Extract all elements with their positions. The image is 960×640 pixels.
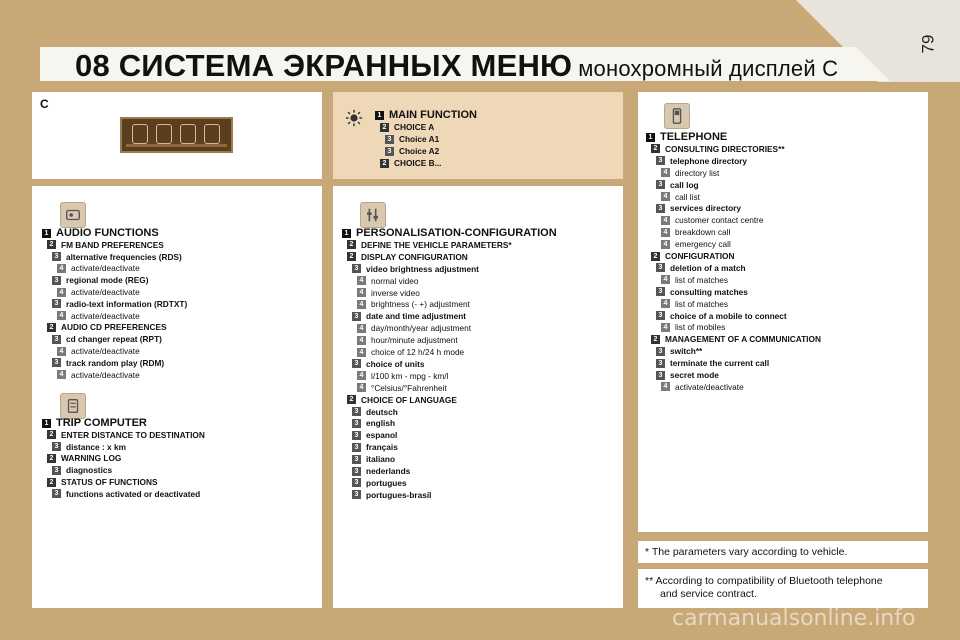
menu-item-level-2 — [380, 122, 434, 132]
menu-item-label: call log — [670, 179, 699, 190]
level-marker: 4 — [357, 276, 366, 285]
menu-item-level-3 — [656, 311, 787, 321]
level-marker: 4 — [357, 383, 366, 392]
menu-item-level-4 — [57, 311, 140, 321]
level-marker: 1 — [646, 133, 655, 142]
page-title — [75, 48, 838, 84]
menu-item-level-4 — [661, 192, 700, 202]
level-marker: 4 — [357, 336, 366, 345]
menu-item-level-3 — [352, 454, 395, 464]
menu-item-label: portugues — [366, 477, 407, 488]
level-marker: 4 — [661, 382, 670, 391]
menu-item-label: CHOICE B... — [394, 158, 442, 168]
menu-item-label: CONFIGURATION — [665, 251, 735, 261]
level-marker: 2 — [47, 323, 56, 332]
footnote-1-mark: * — [645, 546, 650, 558]
level-marker: 3 — [52, 489, 61, 498]
menu-item-level-3 — [52, 334, 162, 344]
telephone-icon — [664, 103, 690, 129]
menu-item-level-3 — [352, 466, 410, 476]
level-marker: 2 — [47, 430, 56, 439]
menu-item-level-3 — [385, 146, 439, 156]
level-marker: 2 — [651, 144, 660, 153]
menu-item-label: ENTER DISTANCE TO DESTINATION — [61, 429, 205, 440]
menu-item-label: list of matches — [675, 274, 729, 285]
menu-item-level-4 — [357, 288, 420, 298]
level-marker: 3 — [352, 419, 361, 428]
menu-item-level-4 — [57, 287, 140, 297]
level-marker: 3 — [352, 455, 361, 464]
menu-item-label: diagnostics — [66, 465, 113, 476]
menu-item-label: activate/deactivate — [71, 369, 140, 380]
level-marker: 3 — [352, 431, 361, 440]
menu-item-label: functions activated or deactivated — [66, 488, 201, 499]
menu-item-level-3 — [52, 275, 149, 285]
level-marker: 3 — [656, 371, 665, 380]
menu-item-label: activate/deactivate — [71, 287, 140, 297]
menu-item-level-3 — [352, 264, 479, 274]
level-marker: 3 — [352, 467, 361, 476]
level-marker: 3 — [52, 276, 61, 285]
menu-item-level-3 — [52, 252, 182, 262]
menu-item-label: secret mode — [670, 370, 719, 380]
menu-item-label: choice of a mobile to connect — [670, 310, 787, 321]
level-marker: 2 — [380, 159, 389, 168]
menu-item-level-3 — [352, 407, 398, 417]
menu-item-label: activate/deactivate — [71, 346, 140, 356]
menu-item-level-2 — [651, 334, 821, 344]
menu-item-level-1 — [646, 132, 727, 142]
menu-item-level-3 — [656, 156, 747, 166]
level-marker: 4 — [57, 264, 66, 273]
menu-item-level-2 — [651, 251, 734, 261]
level-marker: 2 — [651, 335, 660, 344]
menu-item-label: AUDIO CD PREFERENCES — [61, 322, 167, 333]
display-phone-icon — [180, 124, 196, 144]
level-marker: 3 — [385, 147, 394, 156]
display-audio-icon — [132, 124, 148, 144]
menu-item-label: TRIP COMPUTER — [56, 417, 147, 429]
footnote-1-text: The parameters vary according to vehicle. — [651, 546, 848, 558]
menu-item-level-4 — [661, 227, 730, 237]
menu-item-level-4 — [661, 239, 731, 249]
footnote-2-continued: and service contract. — [660, 588, 757, 600]
menu-item-label: PERSONALISATION-CONFIGURATION — [356, 227, 557, 239]
level-marker: 2 — [347, 252, 356, 261]
menu-item-level-4 — [661, 382, 744, 392]
menu-item-level-3 — [352, 359, 425, 369]
menu-item-level-2 — [47, 322, 167, 332]
level-marker: 4 — [661, 323, 670, 332]
level-marker: 1 — [42, 419, 51, 428]
menu-item-level-4 — [661, 168, 719, 178]
menu-item-level-4 — [357, 276, 419, 286]
menu-item-label: cd changer repeat (RPT) — [66, 334, 162, 345]
menu-item-label: FM BAND PREFERENCES — [61, 239, 164, 250]
main-function-icon — [342, 106, 366, 130]
level-marker: 3 — [352, 312, 361, 321]
menu-item-label: breakdown call — [675, 227, 731, 238]
menu-item-level-2 — [651, 144, 785, 154]
level-marker: 3 — [656, 204, 665, 213]
level-marker: 4 — [57, 347, 66, 356]
menu-item-label: customer contact centre — [675, 215, 764, 226]
menu-item-level-1 — [375, 110, 477, 120]
audio-icon — [60, 202, 86, 228]
menu-item-level-4 — [357, 347, 464, 357]
menu-item-level-2 — [347, 252, 468, 262]
level-marker: 2 — [651, 252, 660, 261]
level-marker: 4 — [661, 216, 670, 225]
menu-item-label: switch** — [670, 346, 703, 357]
menu-item-level-3 — [52, 442, 126, 452]
menu-item-level-4 — [357, 299, 470, 309]
menu-item-level-4 — [357, 371, 448, 381]
menu-item-label: activate/deactivate — [675, 381, 744, 392]
level-marker: 4 — [661, 299, 670, 308]
menu-item-label: choice of 12 h/24 h mode — [371, 347, 465, 357]
menu-item-label: deutsch — [366, 406, 398, 417]
level-marker: 3 — [352, 407, 361, 416]
menu-item-label: portugues-brasil — [366, 489, 432, 500]
menu-item-level-2 — [47, 240, 164, 250]
menu-item-level-1 — [342, 228, 557, 238]
menu-item-label: regional mode (REG) — [66, 275, 149, 286]
level-marker: 4 — [57, 311, 66, 320]
level-marker: 2 — [47, 240, 56, 249]
menu-item-label: WARNING LOG — [61, 453, 122, 464]
menu-item-level-3 — [352, 311, 466, 321]
menu-item-label: call list — [675, 191, 700, 202]
menu-item-level-3 — [352, 418, 395, 428]
display-settings-icon — [204, 124, 220, 144]
menu-item-label: italiano — [366, 454, 396, 465]
level-marker: 4 — [57, 370, 66, 379]
level-marker: 3 — [52, 252, 61, 261]
menu-item-level-3 — [352, 430, 397, 440]
level-marker: 4 — [661, 275, 670, 284]
level-marker: 3 — [52, 466, 61, 475]
menu-item-level-4 — [357, 323, 471, 333]
menu-item-level-4 — [661, 299, 728, 309]
menu-item-label: day/month/year adjustment — [371, 323, 472, 334]
menu-item-level-3 — [52, 358, 164, 368]
level-marker: 3 — [656, 287, 665, 296]
menu-item-level-3 — [52, 299, 187, 309]
settings-icon — [360, 202, 386, 228]
menu-item-label: terminate the current call — [670, 358, 770, 369]
level-marker: 4 — [357, 288, 366, 297]
level-marker: 4 — [661, 240, 670, 249]
level-marker: 4 — [661, 192, 670, 201]
menu-item-label: telephone directory — [670, 155, 747, 166]
menu-item-level-3 — [656, 263, 746, 273]
menu-item-label: espanol — [366, 430, 398, 441]
monochrome-display-illustration — [120, 117, 233, 153]
footnote-1 — [645, 546, 847, 559]
menu-item-label: Choice A2 — [399, 146, 440, 156]
level-marker: 4 — [357, 348, 366, 357]
menu-item-label: Choice A1 — [399, 134, 440, 144]
menu-item-label: directory list — [675, 167, 720, 178]
menu-item-label: CHOICE OF LANGUAGE — [361, 394, 457, 405]
menu-item-label: date and time adjustment — [366, 311, 467, 322]
menu-item-level-4 — [661, 215, 764, 225]
menu-item-level-4 — [57, 346, 140, 356]
level-marker: 4 — [661, 228, 670, 237]
menu-item-level-4 — [57, 370, 140, 380]
menu-item-label: emergency call — [675, 239, 731, 250]
menu-item-label: brightness (- +) adjustment — [371, 299, 470, 310]
main-function-panel — [333, 92, 623, 179]
menu-item-level-4 — [57, 263, 140, 273]
menu-item-label: activate/deactivate — [71, 263, 140, 274]
page-number: 79 — [918, 34, 938, 54]
menu-item-label: CHOICE A — [394, 122, 435, 132]
menu-item-label: MANAGEMENT OF A COMMUNICATION — [665, 334, 821, 345]
level-marker: 3 — [656, 359, 665, 368]
menu-item-label: track random play (RDM) — [66, 357, 165, 368]
menu-item-level-3 — [352, 490, 431, 500]
level-marker: 4 — [357, 300, 366, 309]
menu-item-label: DEFINE THE VEHICLE PARAMETERS* — [361, 239, 512, 250]
menu-item-label: °Celsius/°Fahrenheit — [371, 382, 447, 393]
level-marker: 2 — [47, 454, 56, 463]
menu-item-level-3 — [656, 287, 748, 297]
menu-item-level-1 — [42, 228, 159, 238]
menu-item-level-3 — [656, 370, 719, 380]
menu-item-level-3 — [656, 180, 699, 190]
level-marker: 3 — [352, 359, 361, 368]
menu-item-label: TELEPHONE — [660, 131, 728, 143]
trip-computer-icon — [60, 393, 86, 419]
footnote-2 — [645, 575, 883, 588]
level-marker: 2 — [380, 123, 389, 132]
menu-item-level-1 — [42, 418, 147, 428]
menu-item-level-2 — [347, 240, 512, 250]
menu-item-label: video brightness adjustment — [366, 263, 479, 274]
level-marker: 3 — [352, 478, 361, 487]
menu-item-label: l/100 km - mpg - km/l — [371, 370, 449, 381]
level-marker: 3 — [52, 358, 61, 367]
level-marker: 1 — [342, 229, 351, 238]
menu-item-label: list of matches — [675, 298, 729, 309]
level-marker: 3 — [385, 135, 394, 144]
menu-item-label: normal video — [371, 275, 419, 286]
level-marker: 3 — [352, 264, 361, 273]
level-marker: 3 — [656, 180, 665, 189]
menu-item-level-2 — [380, 158, 441, 168]
watermark: carmanualsonline.info — [672, 606, 916, 631]
level-marker: 3 — [656, 156, 665, 165]
menu-item-label: consulting matches — [670, 286, 748, 297]
title-main: 08 СИСТЕМА ЭКРАННЫХ МЕНЮ — [75, 48, 573, 83]
menu-item-label: alternative frequencies (RDS) — [66, 251, 182, 262]
menu-item-label: hour/minute adjustment — [371, 335, 458, 346]
level-marker: 3 — [52, 335, 61, 344]
menu-item-level-3 — [52, 465, 112, 475]
menu-item-level-2 — [47, 477, 157, 487]
title-sub: монохромный дисплей С — [578, 56, 839, 81]
menu-item-label: DISPLAY CONFIGURATION — [361, 251, 468, 262]
level-marker: 2 — [47, 478, 56, 487]
menu-item-label: english — [366, 418, 396, 429]
menu-item-level-2 — [47, 430, 205, 440]
level-marker: 3 — [52, 442, 61, 451]
menu-item-label: français — [366, 442, 398, 453]
menu-item-level-4 — [661, 275, 728, 285]
menu-item-label: STATUS OF FUNCTIONS — [61, 477, 158, 487]
menu-item-level-3 — [352, 478, 407, 488]
level-marker: 2 — [347, 395, 356, 404]
menu-item-label: distance : x km — [66, 441, 126, 452]
menu-item-level-3 — [352, 442, 398, 452]
level-marker: 3 — [352, 490, 361, 499]
display-trip-icon — [156, 124, 172, 144]
level-marker: 3 — [656, 263, 665, 272]
menu-item-level-3 — [656, 358, 769, 368]
menu-item-level-3 — [656, 346, 702, 356]
menu-item-level-3 — [385, 134, 439, 144]
footnote-2-text: According to compatibility of Bluetooth telephone — [655, 575, 883, 587]
level-marker: 3 — [52, 299, 61, 308]
menu-item-label: list of mobiles — [675, 322, 726, 333]
level-marker: 4 — [661, 168, 670, 177]
level-marker: 1 — [375, 111, 384, 120]
display-bar — [126, 144, 227, 147]
menu-item-level-4 — [357, 383, 447, 393]
level-marker: 4 — [357, 324, 366, 333]
menu-item-level-4 — [357, 335, 458, 345]
menu-item-level-2 — [47, 453, 121, 463]
display-letter: C — [40, 97, 49, 111]
menu-item-label: deletion of a match — [670, 262, 746, 273]
level-marker: 1 — [42, 229, 51, 238]
level-marker: 3 — [656, 311, 665, 320]
menu-item-label: nederlands — [366, 466, 411, 476]
menu-item-level-3 — [52, 489, 200, 499]
level-marker: 4 — [357, 371, 366, 380]
menu-item-label: MAIN FUNCTION — [389, 109, 477, 121]
level-marker: 3 — [352, 443, 361, 452]
menu-item-level-4 — [661, 322, 725, 332]
level-marker: 4 — [57, 288, 66, 297]
menu-item-label: activate/deactivate — [71, 310, 140, 321]
menu-item-label: radio-text information (RDTXT) — [66, 298, 188, 309]
footnote-2-mark: ** — [645, 575, 654, 587]
menu-item-label: services directory — [670, 203, 742, 214]
menu-item-level-2 — [347, 395, 457, 405]
menu-item-label: CONSULTING DIRECTORIES** — [665, 143, 785, 154]
level-marker: 3 — [656, 347, 665, 356]
menu-item-label: inverse video — [371, 287, 420, 298]
menu-item-level-3 — [656, 203, 741, 213]
menu-item-label: AUDIO FUNCTIONS — [56, 227, 159, 239]
level-marker: 2 — [347, 240, 356, 249]
menu-item-label: choice of units — [366, 358, 425, 369]
